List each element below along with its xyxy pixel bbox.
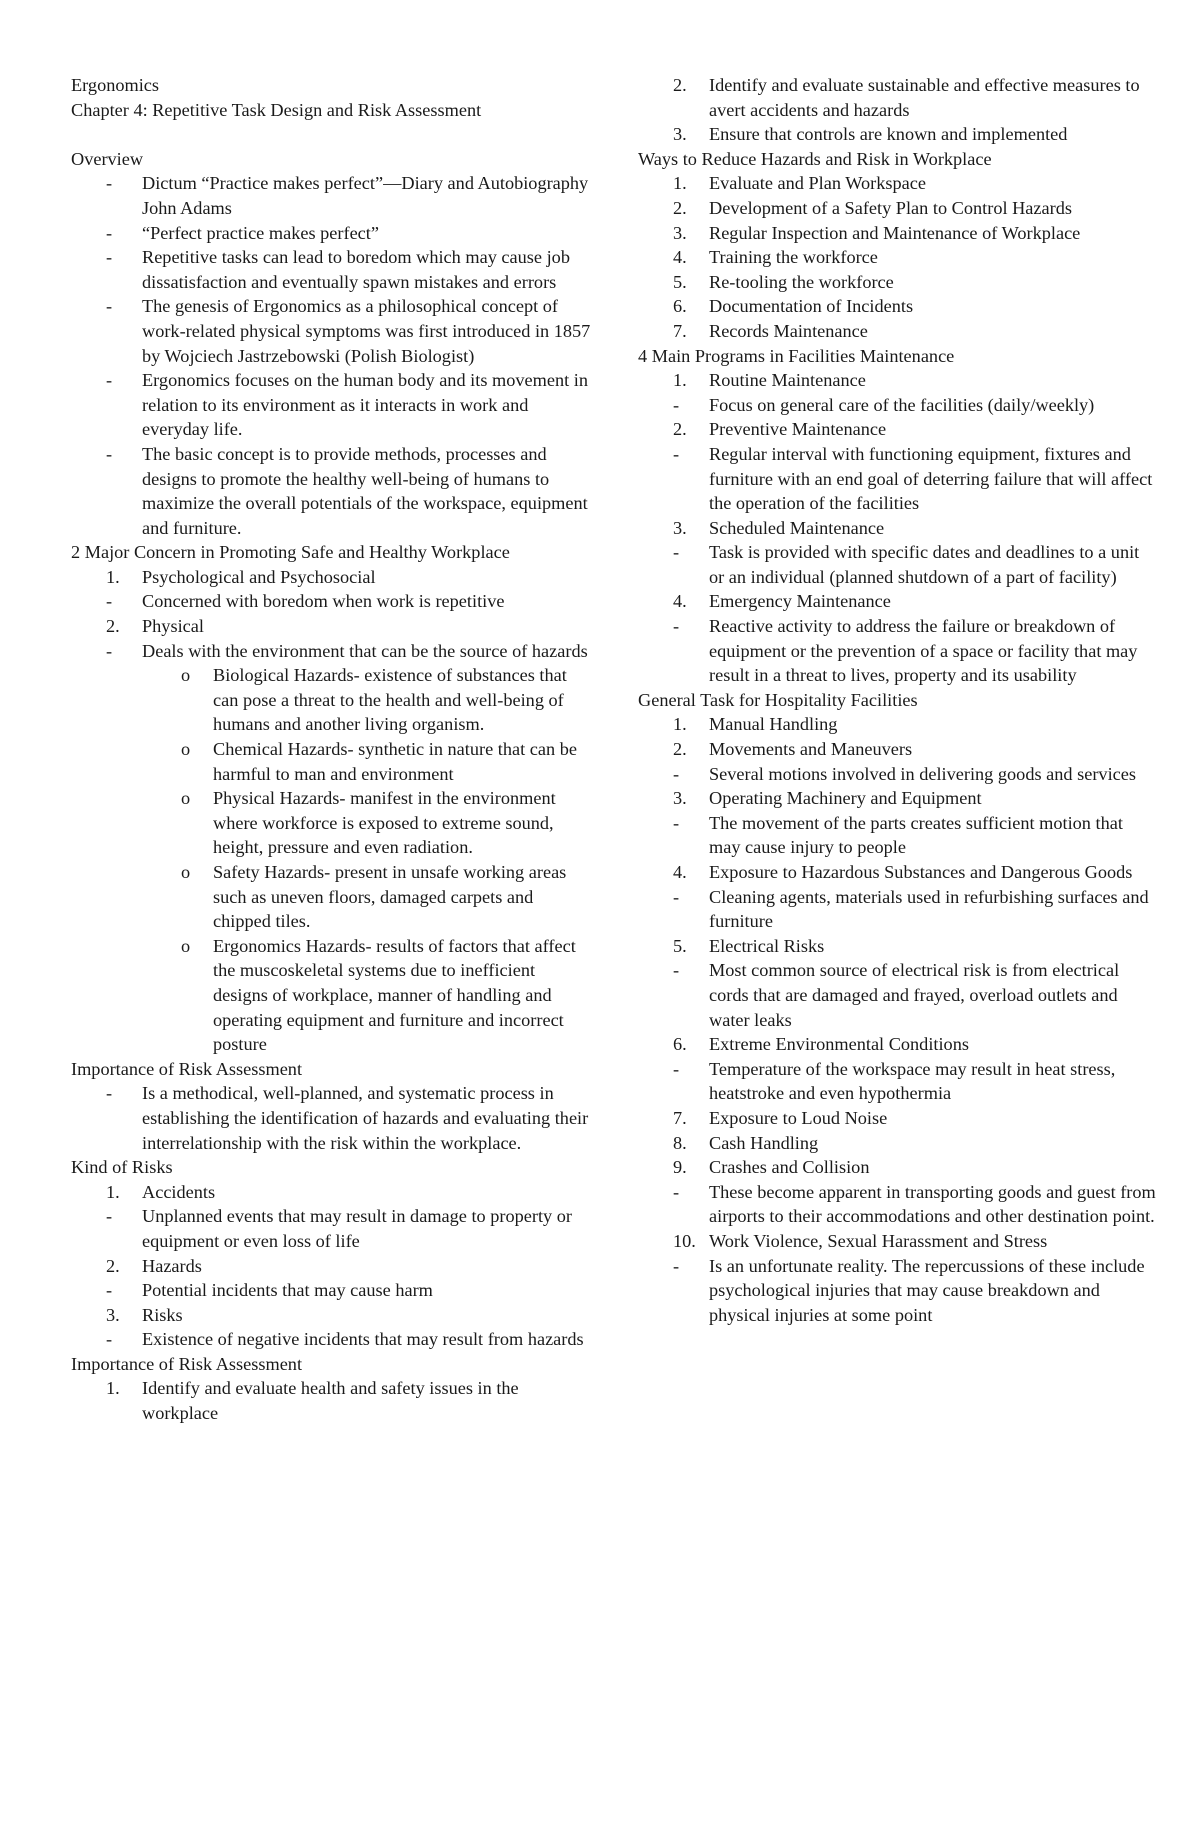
circle-bullet: o xyxy=(181,862,191,882)
dash-bullet: - xyxy=(673,542,680,563)
sub-list-item xyxy=(71,786,591,860)
list-item-text: Unplanned events that may result in damage to property or equipment or even loss of life xyxy=(142,1206,572,1251)
list-item xyxy=(638,1254,1158,1328)
list-number: 1. xyxy=(106,1378,120,1399)
list-item-text: Is an unfortunate reality. The repercussions of these include psychological injuries that may cause breakdown and physical injuries at some point xyxy=(709,1255,1145,1325)
sub-list-item xyxy=(71,737,591,786)
list-item xyxy=(71,589,591,614)
list-item xyxy=(71,1376,591,1425)
list-number: 5. xyxy=(673,935,687,956)
list-item-text: Evaluate and Plan Workspace xyxy=(709,173,926,194)
list-item-text: Existence of negative incidents that may result from hazards xyxy=(142,1329,584,1350)
list-item xyxy=(638,786,1158,811)
list-number: 4. xyxy=(673,247,687,268)
dash-bullet: - xyxy=(673,812,680,833)
list-item-text: The basic concept is to provide methods, processes and designs to promote the healthy well-being of humans to maximize the overall potentials of the workspace, equipment and furniture. xyxy=(142,443,588,538)
list-item xyxy=(638,393,1158,418)
list-item xyxy=(638,1229,1158,1254)
list-item xyxy=(638,1057,1158,1106)
list-item-text: The genesis of Ergonomics as a philosophical concept of work-related physical symptoms was first introduced in 1857 by Wojciech Jastrzebowski (Polish Biologist) xyxy=(142,296,591,366)
list-item xyxy=(71,368,591,442)
list-item-text: Task is provided with specific dates and deadlines to a unit or an individual (planned shutdown of a part of facility) xyxy=(709,542,1140,587)
list-item-text: Physical xyxy=(142,616,204,637)
list-number: 1. xyxy=(673,714,687,735)
list-item-text: Training the workforce xyxy=(709,247,878,268)
list-item xyxy=(71,294,591,368)
section-heading: Importance of Risk Assessment xyxy=(71,1353,303,1374)
list-number: 1. xyxy=(106,1181,120,1202)
dash-bullet: - xyxy=(106,443,113,464)
list-item xyxy=(638,122,1158,147)
list-number: 9. xyxy=(673,1157,687,1178)
list-item-text: Exposure to Loud Noise xyxy=(709,1107,888,1128)
list-item-text: Physical Hazards- manifest in the environment where workforce is exposed to extreme sound, height, pressure and even radiation. xyxy=(213,788,556,858)
section-heading: Importance of Risk Assessment xyxy=(71,1058,303,1079)
list-number: 2. xyxy=(106,616,120,637)
list-item-text: Reactive activity to address the failure or breakdown of equipment or the prevention of a space or facility that may result in a threat to lives, property and its usability xyxy=(709,616,1138,686)
list-item xyxy=(638,1155,1158,1180)
list-number: 4. xyxy=(673,862,687,882)
list-item xyxy=(638,417,1158,442)
list-item-text: Safety Hazards- present in unsafe working areas such as uneven floors, damaged carpets and chipped tiles. xyxy=(213,862,567,932)
list-item-text: Repetitive tasks can lead to boredom which may cause job dissatisfaction and eventually spawn mistakes and errors xyxy=(142,247,570,292)
list-number: 1. xyxy=(673,173,687,194)
list-number: 3. xyxy=(673,517,687,538)
dash-bullet: - xyxy=(673,616,680,637)
list-item xyxy=(638,196,1158,221)
dash-bullet: - xyxy=(673,394,680,415)
list-number: 2. xyxy=(673,197,687,218)
list-item-text: Manual Handling xyxy=(709,714,838,735)
list-item xyxy=(638,270,1158,295)
list-item-text: Records Maintenance xyxy=(709,320,868,341)
list-item xyxy=(638,589,1158,614)
list-item-text: Regular interval with functioning equipment, fixtures and furniture with an end goal of deterring failure that will affect the operation of the facilities xyxy=(709,443,1153,514)
list-item xyxy=(638,516,1158,541)
list-number: 3. xyxy=(673,124,687,145)
list-item xyxy=(71,171,591,220)
dash-bullet: - xyxy=(673,960,680,981)
list-item xyxy=(638,540,1158,589)
list-item xyxy=(71,1081,591,1155)
list-item-text: Biological Hazards- existence of substances that can pose a threat to the health and well-being of humans and another living organism. xyxy=(213,665,567,735)
sub-list-item xyxy=(71,663,591,737)
list-number: 7. xyxy=(673,1107,687,1128)
list-item-text: Ergonomics focuses on the human body and its movement in relation to its environment as it interacts in work and everyday life. xyxy=(142,370,588,440)
dash-bullet: - xyxy=(106,1206,113,1227)
list-item-text: Scheduled Maintenance xyxy=(709,517,885,538)
list-item xyxy=(71,1204,591,1253)
list-item xyxy=(638,1131,1158,1156)
circle-bullet: o xyxy=(181,665,191,686)
dash-bullet: - xyxy=(673,1058,680,1079)
section-heading: Kind of Risks xyxy=(71,1157,173,1178)
list-item-text: Operating Machinery and Equipment xyxy=(709,788,982,809)
list-item-text: Temperature of the workspace may result in heat stress, heatstroke and even hypothermia xyxy=(709,1058,1116,1104)
list-item-text: These become apparent in transporting goods and guest from airports to their accommodations and other destination point. xyxy=(709,1181,1156,1227)
sub-list-item xyxy=(71,934,591,1057)
dash-bullet: - xyxy=(106,247,113,268)
list-item-text: Chemical Hazards- synthetic in nature that can be harmful to man and environment xyxy=(213,739,577,784)
list-number: 1. xyxy=(673,370,687,391)
blank-line xyxy=(71,122,591,147)
dash-bullet: - xyxy=(106,173,113,194)
list-number: 4. xyxy=(673,591,687,612)
list-item xyxy=(71,442,591,540)
dash-bullet: - xyxy=(106,591,113,612)
list-item-text: Development of a Safety Plan to Control Hazards xyxy=(709,197,1072,218)
list-item-text: Work Violence, Sexual Harassment and Stress xyxy=(709,1230,1048,1251)
list-number: 8. xyxy=(673,1132,687,1153)
list-item-text: Ergonomics Hazards- results of factors that affect the muscoskeletal systems due to inefficient designs of workplace, manner of handling and operating equipment and furniture and incorrect posture xyxy=(213,935,576,1055)
list-item xyxy=(638,1032,1158,1057)
list-item-text: Psychological and Psychosocial xyxy=(142,566,376,587)
list-number: 2. xyxy=(106,1255,120,1276)
dash-bullet: - xyxy=(106,1280,113,1301)
list-item xyxy=(638,294,1158,319)
list-item-text: Most common source of electrical risk is from electrical cords that are damaged and frayed, overload outlets and water leaks xyxy=(709,960,1120,1030)
section-heading: Overview xyxy=(71,148,144,169)
circle-bullet: o xyxy=(181,739,191,760)
list-item-text: Identify and evaluate health and safety issues in the workplace xyxy=(142,1378,519,1424)
list-item-text: Deals with the environment that can be the source of hazards xyxy=(142,640,588,661)
left-column xyxy=(71,73,591,1426)
list-item-text: Routine Maintenance xyxy=(709,370,866,391)
list-number: 7. xyxy=(673,320,687,341)
list-number: 5. xyxy=(673,271,687,292)
list-item xyxy=(638,221,1158,246)
list-item-text: Several motions involved in delivering goods and services xyxy=(709,763,1136,784)
list-item xyxy=(638,171,1158,196)
list-item xyxy=(638,1180,1158,1229)
list-item xyxy=(71,614,591,639)
list-item-text: Exposure to Hazardous Substances and Dangerous Goods xyxy=(709,862,1133,882)
list-number: 3. xyxy=(106,1304,120,1325)
list-number: 2. xyxy=(673,419,687,440)
section-heading: 2 Major Concern in Promoting Safe and Healthy Workplace xyxy=(71,542,510,563)
list-item-text: Concerned with boredom when work is repetitive xyxy=(142,591,505,612)
dash-bullet: - xyxy=(673,763,680,784)
list-item xyxy=(638,245,1158,270)
dash-bullet: - xyxy=(106,640,113,661)
list-item xyxy=(71,1327,591,1352)
list-item-text: Crashes and Collision xyxy=(709,1157,870,1178)
list-item xyxy=(71,245,591,294)
list-item xyxy=(638,885,1158,934)
list-number: 6. xyxy=(673,296,687,317)
list-number: 2. xyxy=(673,75,687,95)
list-number: 3. xyxy=(673,788,687,809)
list-item-text: Dictum “Practice makes perfect”—Diary and Autobiography John Adams xyxy=(142,173,589,218)
dash-bullet: - xyxy=(673,1255,680,1276)
list-item xyxy=(638,934,1158,959)
list-item-text: Is a methodical, well-planned, and systematic process in establishing the identification of hazards and evaluating their interrelationship with the risk within the workplace. xyxy=(142,1083,589,1153)
section-heading: General Task for Hospitality Facilities xyxy=(638,689,918,710)
dash-bullet: - xyxy=(673,1181,680,1202)
list-item-text: Hazards xyxy=(142,1255,202,1276)
list-item-text: Focus on general care of the facilities (daily/weekly) xyxy=(709,394,1095,415)
list-item-text: Accidents xyxy=(142,1181,216,1202)
section-heading: Ergonomics xyxy=(71,75,160,95)
list-item xyxy=(638,1106,1158,1131)
list-item xyxy=(638,442,1158,516)
list-item-text: Re-tooling the workforce xyxy=(709,271,894,292)
list-item xyxy=(638,958,1158,1032)
section-heading: Ways to Reduce Hazards and Risk in Workplace xyxy=(638,148,992,169)
list-item-text: Cleaning agents, materials used in refurbishing surfaces and furniture xyxy=(709,886,1149,932)
list-number: 1. xyxy=(106,566,120,587)
dash-bullet: - xyxy=(106,296,113,317)
list-item xyxy=(71,221,591,246)
list-item xyxy=(638,319,1158,344)
section-heading: Chapter 4: Repetitive Task Design and Risk Assessment xyxy=(71,99,482,120)
list-item xyxy=(71,1180,591,1205)
dash-bullet: - xyxy=(106,370,113,391)
list-item-text: The movement of the parts creates sufficient motion that may cause injury to people xyxy=(709,812,1123,858)
list-item-text: Emergency Maintenance xyxy=(709,591,891,612)
list-item-text: Cash Handling xyxy=(709,1132,819,1153)
list-item xyxy=(638,762,1158,787)
list-item-text: Risks xyxy=(142,1304,183,1325)
list-item-text: Ensure that controls are known and implemented xyxy=(709,124,1068,145)
list-number: 3. xyxy=(673,222,687,243)
list-item xyxy=(71,565,591,590)
list-item xyxy=(638,368,1158,393)
list-item-text: Movements and Maneuvers xyxy=(709,739,913,760)
list-item xyxy=(71,1278,591,1303)
section-heading: 4 Main Programs in Facilities Maintenance xyxy=(638,345,955,366)
list-item xyxy=(638,737,1158,762)
dash-bullet: - xyxy=(106,222,113,243)
list-number: 10. xyxy=(673,1230,696,1251)
list-item xyxy=(638,73,1158,122)
list-item-text: Preventive Maintenance xyxy=(709,419,887,440)
right-column xyxy=(638,73,1158,1327)
sub-list-item xyxy=(71,860,591,934)
list-item-text: Potential incidents that may cause harm xyxy=(142,1280,433,1301)
list-item-text: Electrical Risks xyxy=(709,935,825,956)
list-item xyxy=(71,639,591,664)
list-item-text: “Perfect practice makes perfect” xyxy=(142,222,379,243)
list-item xyxy=(638,811,1158,860)
dash-bullet: - xyxy=(106,1083,113,1104)
list-item xyxy=(638,614,1158,688)
list-number: 6. xyxy=(673,1034,687,1055)
list-item-text: Identify and evaluate sustainable and effective measures to avert accidents and hazards xyxy=(709,75,1140,120)
list-item-text: Regular Inspection and Maintenance of Workplace xyxy=(709,222,1081,243)
circle-bullet: o xyxy=(181,935,191,956)
list-item-text: Documentation of Incidents xyxy=(709,296,914,317)
list-number: 2. xyxy=(673,739,687,760)
dash-bullet: - xyxy=(673,443,680,464)
list-item xyxy=(71,1254,591,1279)
list-item xyxy=(638,712,1158,737)
dash-bullet: - xyxy=(673,886,680,907)
list-item-text: Extreme Environmental Conditions xyxy=(709,1034,969,1055)
dash-bullet: - xyxy=(106,1329,113,1350)
list-item xyxy=(71,1303,591,1328)
list-item xyxy=(638,860,1158,885)
circle-bullet: o xyxy=(181,788,191,809)
